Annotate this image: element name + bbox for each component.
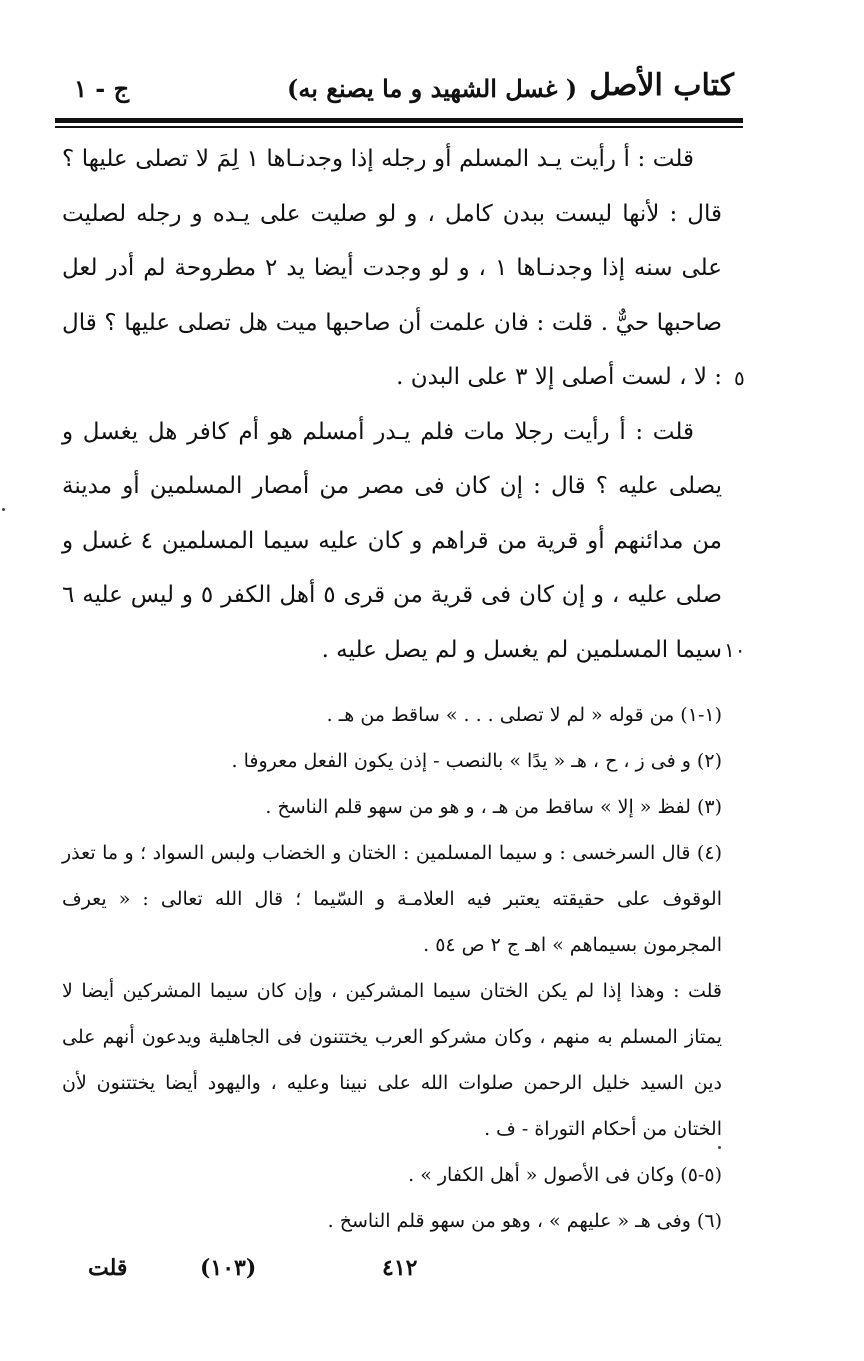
footnote: (٣) لفظ « إلا » ساقط من هـ ، و هو من سهو قلم الناسخ . [265,796,722,818]
footnotes [62,692,722,1244]
header-rule-thick [55,118,743,123]
scan-speck [718,1146,721,1149]
main-text [62,132,722,677]
signature-mark: (١٠٣) [200,1255,257,1281]
header-rule-thin [55,126,743,128]
catchword: قلت [88,1255,128,1281]
scan-speck [2,508,5,511]
footnote: (٢) و فى ز ، ح ، هـ « يدًا » بالنصب - إذن يكون الفعل معروفا . [231,750,722,772]
line-number-10: ١٠ [724,638,746,662]
book-title: كتاب الأصل [589,68,734,103]
main-paragraph [62,405,722,678]
footnote: (٥-٥) وكان فى الأصول « أهل الكفار » . [408,1164,722,1186]
footnote: (١-١) من قوله « لم لا تصلى . . . » ساقط من هـ . [326,704,722,726]
footnote-comment: قلت : وهذا إذا لم يكن الختان سيما المشركين ، وإن كان سيما المشركين أيضا لا يمتاز المسلم به منهم ، وكان مشركو العرب يختتنون فى الجاهلية ويدعون أنهم على دين السيد خليل الرحمن صلوات الله على نبينا وعليه ، واليهود أيضا يختتنون لأن الختان من أحكام التوراة - ف . [62,980,722,1140]
page-footer [62,1255,742,1295]
running-header [62,62,742,112]
volume-number: ج - ١ [74,74,130,103]
paragraph-text: قلت : أ رأيت رجلا مات فلم يـدر أمسلم هو أم كافر هل يغسل و يصلى عليه ؟ قال : إن كان فى مصر من أمصار المسلمين أو مدينة من مدائنهم أو قرية من قراهم و كان عليه سيما المسلمين ٤ غسل و صلى عليه ، و إن كان فى قرية من قرى ٥ أهل الكفر ٥ و ليس عليه ٦ سيما المسلمين لم يغسل و لم يصل عليه . [62,418,723,663]
chapter-title: (غسل الشهيد و ما يصنع به ) [287,74,578,103]
page-number: ٤١٢ [382,1255,418,1281]
footnote: (٤) قال السرخسى : و سيما المسلمين : الختان و الخضاب ولبس السواد ؛ و ما تعذر الوقوف على حقيقته يعتبر فيه العلامـة و السّيما ؛ قال الله تعالى : « يعرف المجرمون بسيماهم » اهـ ج ٢ ص ٥٤ . [62,842,722,956]
paragraph-text: قلت : أ رأيت يـد المسلم أو رجله إذا وجدنـاها ١ لِمَ لا تصلى عليها ؟ قال : لأنها ليست ببدن كامل ، و لو صليت على يـده و رجله لصليت على سنه إذا وجدنـاها ١ ، و لو وجدت أيضا يد ٢ مطروحة لم أدر لعل صاحبها حيٌّ . قلت : فان علمت أن صاحبها ميت هل تصلى عليها ؟ قال : لا ، لست أصلى إلا ٣ على البدن . [62,146,723,390]
footnote: (٦) وفى هـ « عليهم » ، وهو من سهو قلم الناسخ . [327,1210,722,1232]
main-paragraph [62,132,722,405]
line-number-5: ٥ [734,366,745,390]
